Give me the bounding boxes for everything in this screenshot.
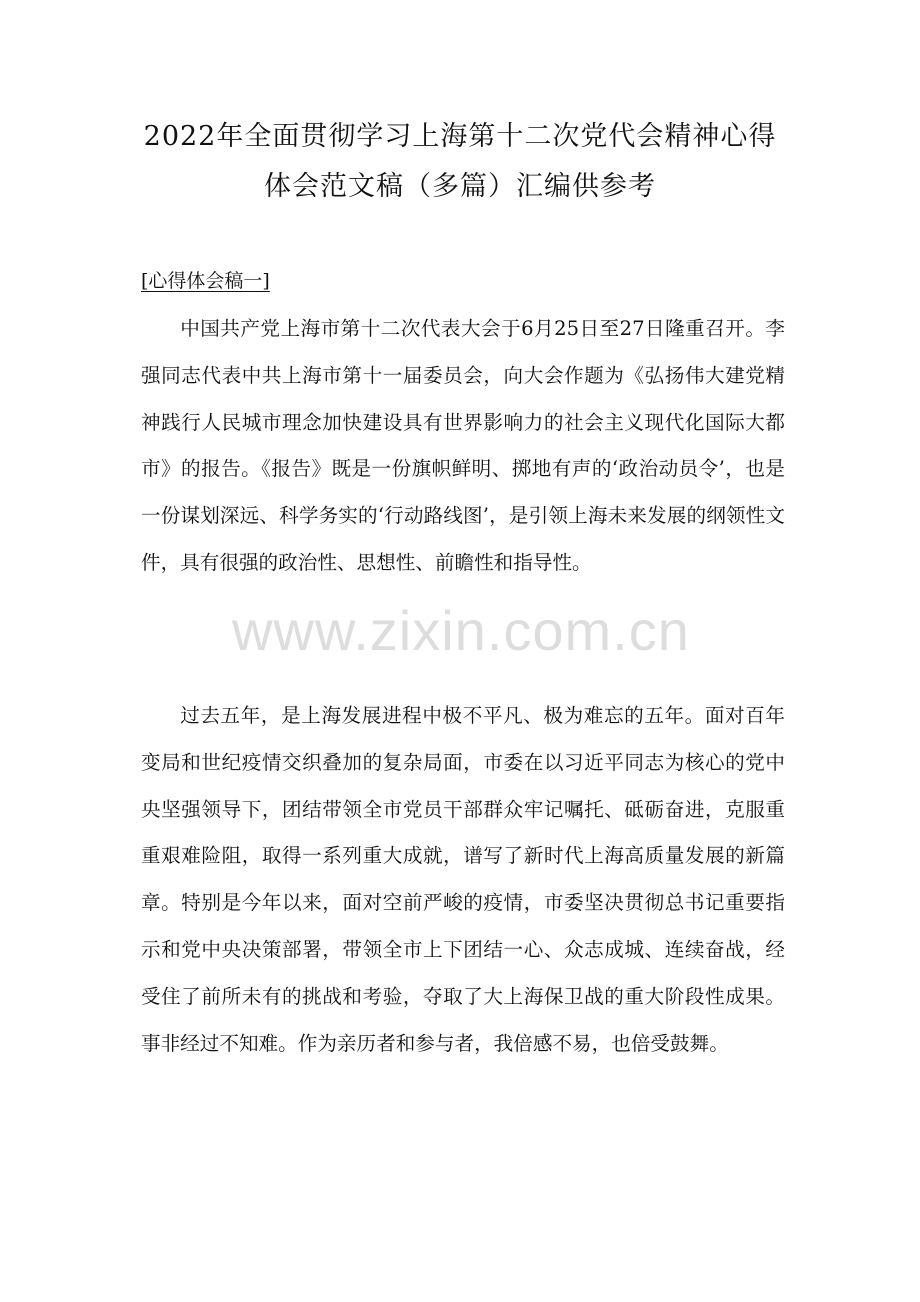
- document-title-line-1: 2022年全面贯彻学习上海第十二次党代会精神心得: [143, 121, 777, 152]
- document-title-line-2: 体会范文稿（多篇）汇编供参考: [264, 171, 656, 202]
- body-paragraph-2: 过去五年，是上海发展进程中极不平凡、极为难忘的五年。面对百年变局和世纪疫情交织叠加的复杂局面，市委在以习近平同志为核心的党中央坚强领导下，团结带领全市党员干部群众牢记嘱托、砥砺奋进，克服重重艰难险阻，取得一系列重大成就，谱写了新时代上海高质量发展的新篇章。特别是今年以来，面对空前严峻的疫情，市委坚决贯彻总书记重要指示和党中央决策部署，带领全市上下团结一心、众志成城、连续奋战，经受住了前所未有的挑战和考验，夺取了大上海保卫战的重大阶段性成果。事非经过不知难。作为亲历者和参与者，我倍感不易，也倍受鼓舞。: [141, 704, 785, 1055]
- body-paragraph-1: 中国共产党上海市第十二次代表大会于6月25日至27日隆重召开。李强同志代表中共上海市第十一届委员会，向大会作题为《弘扬伟大建党精神践行人民城市理念加快建设具有世界影响力的社会主义现代化国际大都市》的报告。《报告》既是一份旗帜鲜明、掷地有声的‘政治动员令’，也是一份谋划深远、科学务实的‘行动路线图’，是引领上海未来发展的纲领性文件，具有很强的政治性、思想性、前瞻性和指导性。: [141, 317, 785, 574]
- section-heading: [心得体会稿一]: [141, 270, 270, 292]
- watermark: www.zixin.com.cn: [232, 599, 690, 662]
